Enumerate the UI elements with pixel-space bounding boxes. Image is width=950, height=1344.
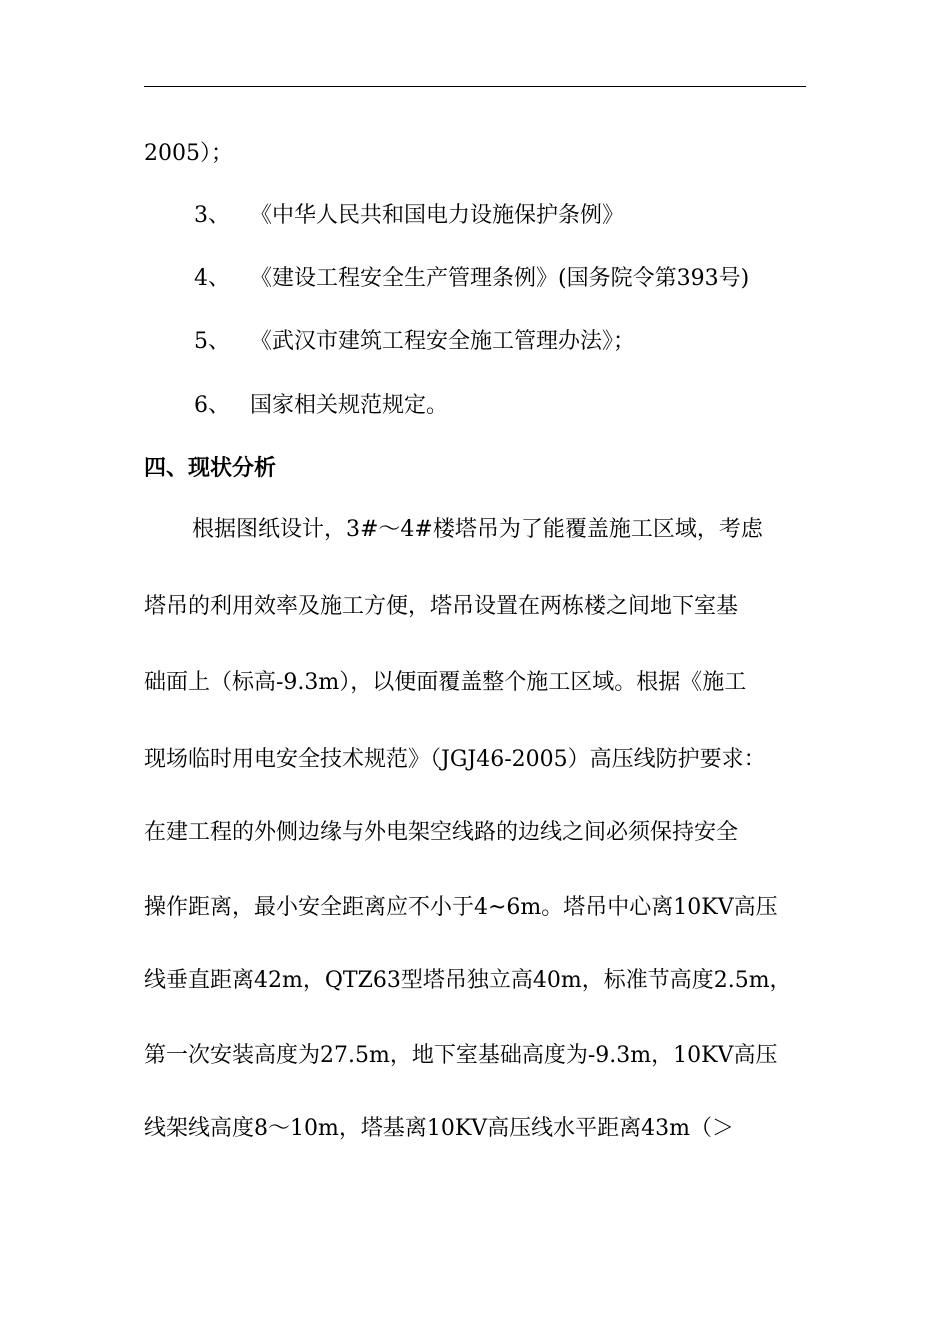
list-item-text: 国家相关规范规定。	[250, 393, 449, 418]
paragraph-line: 操作距离，最小安全距离应不小于4~6m。塔吊中心离10KV高压	[144, 895, 778, 920]
list-item-number: 3、	[194, 203, 230, 228]
paragraph-line: 线垂直距离42m，QTZ63型塔吊独立高40m，标准节高度2.5m，	[144, 968, 792, 993]
paragraph-line: 第一次安装高度为27.5m，地下室基础高度为-9.3m，10KV高压	[144, 1043, 778, 1068]
list-item-text: 《中华人民共和国电力设施保护条例》	[250, 203, 625, 228]
section-heading: 四、现状分析	[144, 456, 277, 481]
header-rule	[144, 86, 806, 87]
list-item-number: 4、	[194, 266, 230, 291]
paragraph-line: 础面上（标高-9.3m），以便面覆盖整个施工区域。根据《施工	[144, 670, 747, 695]
list-item	[194, 264, 864, 294]
paragraph-line: 现场临时用电安全技术规范》（JGJ46-2005）高压线防护要求：	[144, 747, 766, 772]
list-item-text: 《建设工程安全生产管理条例》(国务院令第393号)	[250, 266, 750, 291]
paragraph-line: 根据图纸设计，3#～4#楼塔吊为了能覆盖施工区域，考虑	[192, 517, 763, 542]
list-item-number: 5、	[194, 329, 230, 354]
paragraph-line: 在建工程的外侧边缘与外电架空线路的边线之间必须保持安全	[144, 820, 739, 845]
paragraph-line: 塔吊的利用效率及施工方便，塔吊设置在两栋楼之间地下室基	[144, 594, 739, 619]
list-item	[194, 201, 864, 231]
list-item-number: 6、	[194, 393, 230, 418]
list-item	[194, 327, 864, 357]
list-item	[194, 391, 864, 421]
list-item-text: 《武汉市建筑工程安全施工管理办法》；	[250, 329, 636, 354]
paragraph-line: 线架线高度8～10m，塔基离10KV高压线水平距离43m（＞	[144, 1116, 735, 1141]
continuation-text: 2005）；	[144, 141, 233, 166]
